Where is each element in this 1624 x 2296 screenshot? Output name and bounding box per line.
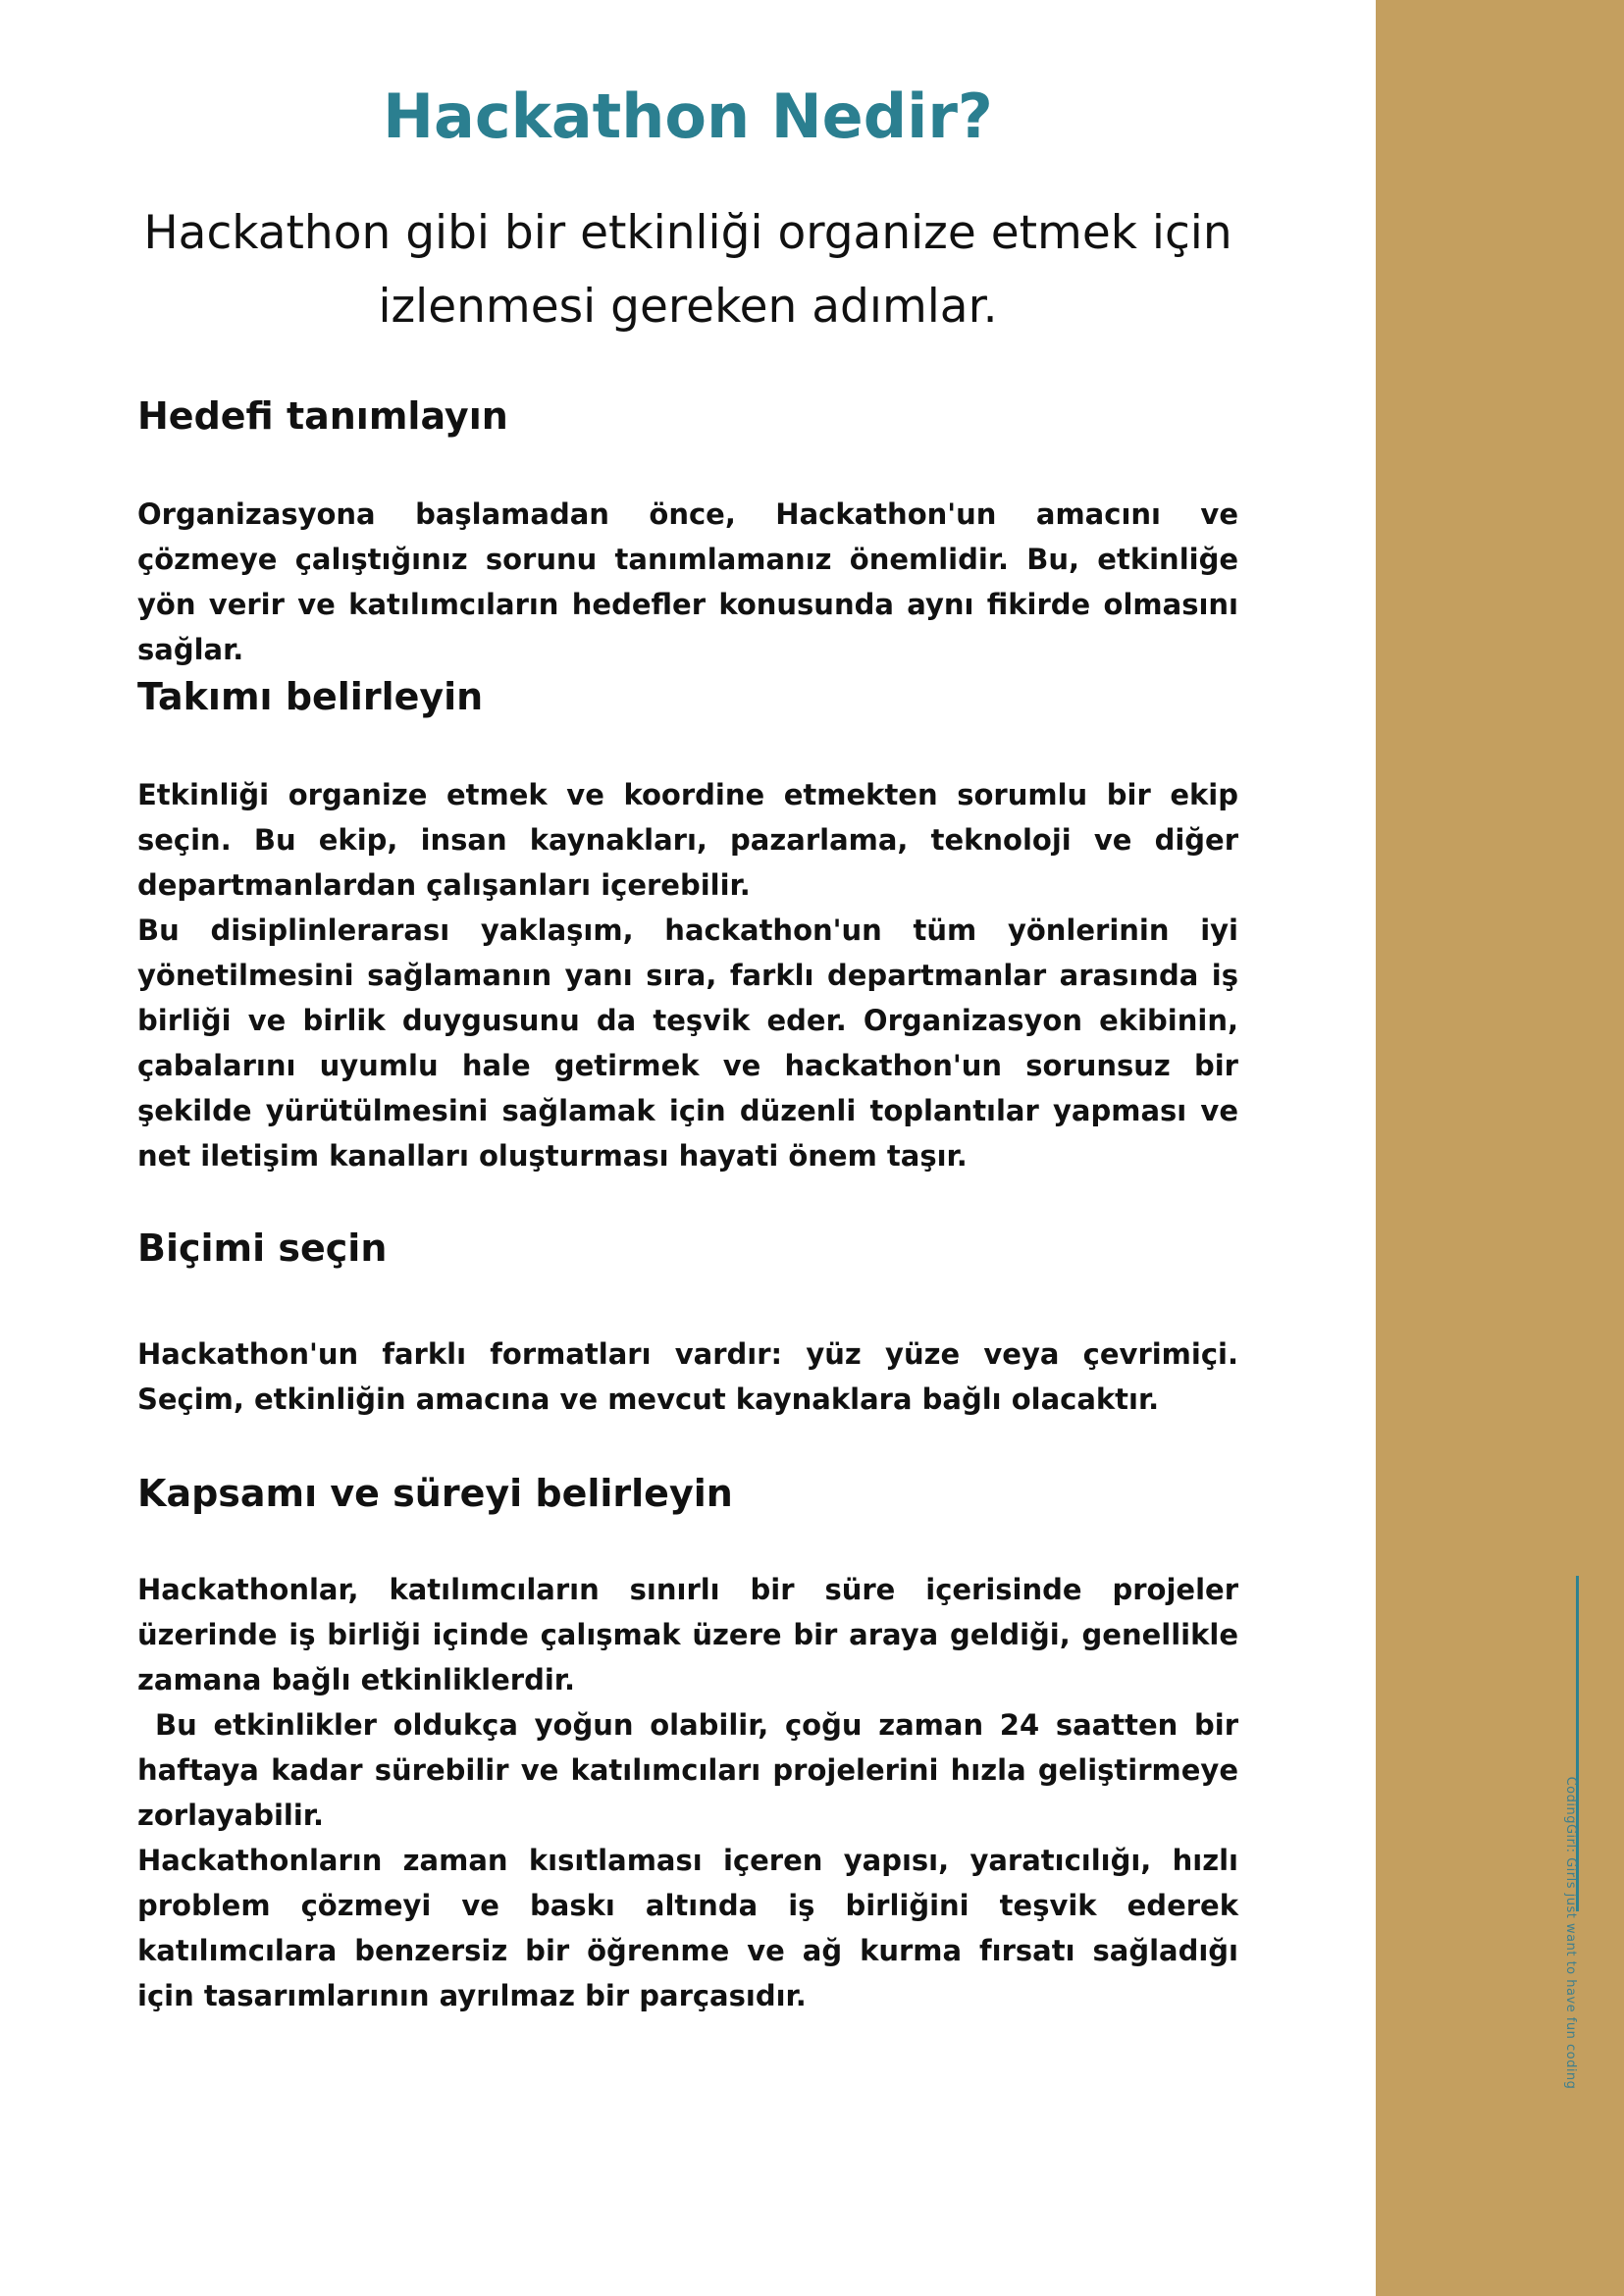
decorative-sidebar	[1376, 0, 1624, 2296]
section-goal-paragraph: Organizasyona başlamadan önce, Hackathon'un amacını ve çözmeye çalıştığınız sorunu tanımlamanız önemlidir. Bu, etkinliğe yön verir ve katılımcıların hedefler konusunda aynı fikirde olmasını sağlar.	[137, 497, 1238, 666]
section-format-paragraph: Hackathon'un farklı formatları vardır: yüz yüze veya çevrimiçi. Seçim, etkinliğin amacına ve mevcut kaynaklara bağlı olacaktır.	[137, 1337, 1238, 1416]
section-team-paragraph-2: Bu disiplinlerarası yaklaşım, hackathon'un tüm yönlerinin iyi yönetilmesini sağlamanın yanı sıra, farklı departmanlar arasında iş birliği ve birlik duygusunu da teşvik eder. Organizasyon ekibinin, çabalarını uyumlu hale getirmek ve hackathon'un sorunsuz bir şekilde yürütülmesini sağlamak için düzenli toplantılar yapması ve net iletişim kanalları oluşturması hayati önem taşır.	[137, 913, 1238, 1173]
sidebar-tagline: CodingGirl: Girls just want to have fun coding	[1563, 1776, 1578, 2090]
section-heading-format: Biçimi seçin	[137, 1226, 388, 1270]
page-title: Hackathon Nedir?	[383, 80, 993, 152]
section-scope-paragraph-2: Bu etkinlikler oldukça yoğun olabilir, çoğu zaman 24 saatten bir haftaya kadar sürebilir ve katılımcıları projelerini hızla geliştirmeye zorlayabilir.	[137, 1708, 1238, 1832]
section-heading-goal: Hedefi tanımlayın	[137, 394, 508, 438]
section-scope-paragraph-1: Hackathonlar, katılımcıların sınırlı bir süre içerisinde projeler üzerinde iş birliği içinde çalışmak üzere bir araya geldiği, genellikle zamana bağlı etkinliklerdir.	[137, 1573, 1238, 1696]
section-team-paragraph-1: Etkinliği organize etmek ve koordine etmekten sorumlu bir ekip seçin. Bu ekip, insan kaynakları, pazarlama, teknoloji ve diğer departmanlardan çalışanları içerebilir.	[137, 778, 1238, 902]
section-heading-team: Takımı belirleyin	[137, 675, 484, 718]
page-subtitle: Hackathon gibi bir etkinliği organize etmek için izlenmesi gereken adımlar.	[143, 206, 1232, 334]
section-scope-paragraph-3: Hackathonların zaman kısıtlaması içeren yapısı, yaratıcılığı, hızlı problem çözmeyi ve baskı altında iş birliğini teşvik ederek katılımcılara benzersiz bir öğrenme ve ağ kurma fırsatı sağladığı için tasarımlarının ayrılmaz bir parçasıdır.	[137, 1844, 1238, 2012]
section-heading-scope: Kapsamı ve süreyi belirleyin	[137, 1472, 733, 1515]
